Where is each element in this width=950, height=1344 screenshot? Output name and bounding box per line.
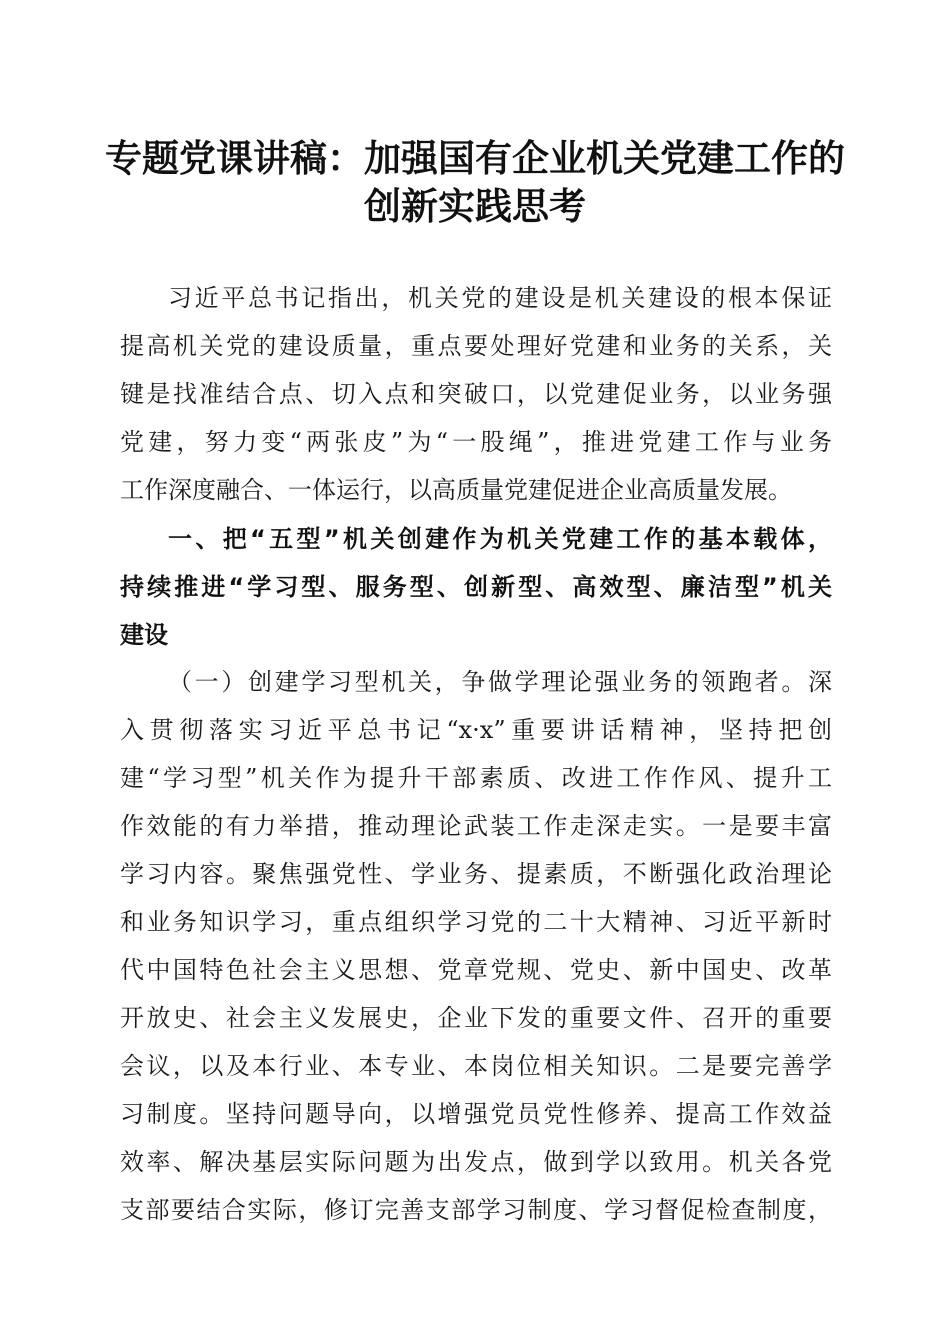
body-paragraph-line: 效率、解决基层实际问题为出发点，做到学以致用。机关各党 [120, 1148, 832, 1176]
section-heading-line: 持续推进“学习型、服务型、创新型、高效型、廉洁型”机关 [120, 573, 832, 601]
section-heading-line: 一、把“五型”机关创建作为机关党建工作的基本载体， [168, 525, 832, 553]
body-paragraph-line: （一）创建学习型机关，争做学理论强业务的领跑者。深 [168, 668, 832, 696]
body-paragraph-line: 代中国特色社会主义思想、党章党规、党史、新中国史、改革 [120, 956, 832, 984]
body-paragraph-line: 入贯彻落实习近平总书记“x·x”重要讲话精神，坚持把创 [120, 716, 832, 744]
body-paragraph-line: 和业务知识学习，重点组织学习党的二十大精神、习近平新时 [120, 908, 832, 936]
body-paragraph-line: 开放史、社会主义发展史，企业下发的重要文件、召开的重要 [120, 1004, 832, 1032]
body-paragraph-line: 学习内容。聚焦强党性、学业务、提素质，不断强化政治理论 [120, 860, 832, 888]
body-paragraph-line: 会议，以及本行业、本专业、本岗位相关知识。二是要完善学 [120, 1052, 832, 1080]
intro-paragraph-line: 习近平总书记指出，机关党的建设是机关建设的根本保证 [168, 284, 832, 312]
intro-paragraph-line: 键是找准结合点、切入点和突破口，以党建促业务，以业务强 [120, 380, 832, 408]
intro-paragraph-line: 工作深度融合、一体运行，以高质量党建促进企业高质量发展。 [120, 476, 792, 504]
section-heading-line: 建设 [120, 621, 168, 649]
body-paragraph-line: 建“学习型”机关作为提升干部素质、改进工作作风、提升工 [120, 764, 832, 792]
body-paragraph-line: 习制度。坚持问题导向，以增强党员党性修养、提高工作效益 [120, 1100, 832, 1128]
document-title-line-1: 专题党课讲稿：加强国有企业机关党建工作的 [105, 136, 845, 180]
body-paragraph-line: 作效能的有力举措，推动理论武装工作走深走实。一是要丰富 [120, 812, 832, 840]
body-paragraph-line: 支部要结合实际，修订完善支部学习制度、学习督促检查制度， [120, 1196, 832, 1224]
intro-paragraph-line: 党建，努力变“两张皮”为“一股绳”，推进党建工作与业务 [120, 428, 832, 456]
document-title-line-2: 创新实践思考 [364, 184, 586, 228]
intro-paragraph-line: 提高机关党的建设质量，重点要处理好党建和业务的关系，关 [120, 332, 832, 360]
